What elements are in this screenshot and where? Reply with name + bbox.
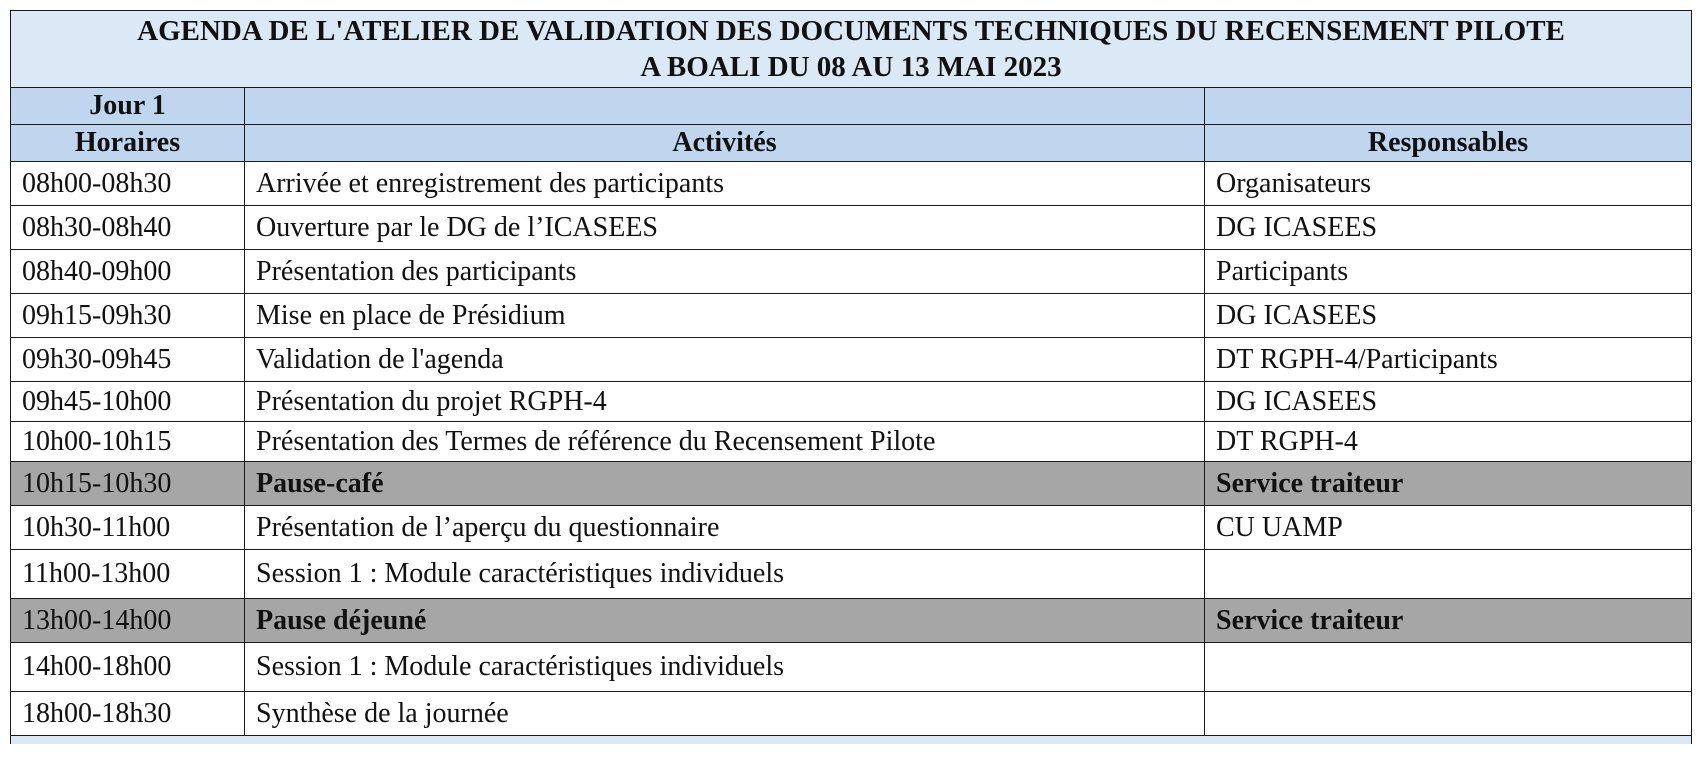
table-row [11,206,1692,250]
time-cell: 14h00-18h00 [11,643,245,692]
day-empty-responsible [1205,88,1692,125]
activity-cell: Session 1 : Module caractéristiques individuels [245,550,1205,599]
title-line-1: AGENDA DE L'ATELIER DE VALIDATION DES DOCUMENTS TECHNIQUES DU RECENSEMENT PILOTE [137,15,1565,47]
activity-cell: Présentation de l’aperçu du questionnaire [245,506,1205,550]
activity-cell: Validation de l'agenda [245,338,1205,382]
responsible-cell: CU UAMP [1205,506,1692,550]
title-line-2: A BOALI DU 08 AU 13 MAI 2023 [640,51,1062,83]
responsible-cell: DT RGPH-4 [1205,422,1692,462]
time-cell: 09h30-09h45 [11,338,245,382]
activity-cell: Synthèse de la journée [245,692,1205,736]
time-cell: 08h40-09h00 [11,250,245,294]
activity-cell: Présentation des Termes de référence du Recensement Pilote [245,422,1205,462]
activity-cell: Pause déjeuné [245,599,1205,643]
activity-cell: Arrivée et enregistrement des participants [245,162,1205,206]
responsible-cell: Organisateurs [1205,162,1692,206]
title-row [11,11,1692,88]
responsible-cell: DG ICASEES [1205,206,1692,250]
day-row [11,88,1692,125]
activity-cell: Présentation du projet RGPH-4 [245,382,1205,422]
agenda-page [10,10,1691,744]
responsible-cell [1205,643,1692,692]
agenda-title [11,11,1692,88]
time-cell: 09h15-09h30 [11,294,245,338]
header-activites: Activités [245,125,1205,162]
table-row [11,422,1692,462]
time-cell: 10h15-10h30 [11,462,245,506]
day-empty-activity [245,88,1205,125]
agenda-table [10,10,1692,744]
table-row [11,550,1692,599]
responsible-cell: DT RGPH-4/Participants [1205,338,1692,382]
table-row [11,506,1692,550]
responsible-cell [1205,692,1692,736]
footer-strip [11,736,1692,745]
table-row [11,162,1692,206]
responsible-cell: DG ICASEES [1205,382,1692,422]
activity-cell: Session 1 : Module caractéristiques individuels [245,643,1205,692]
activity-cell: Mise en place de Présidium [245,294,1205,338]
responsible-cell: DG ICASEES [1205,294,1692,338]
responsible-cell [1205,550,1692,599]
table-row [11,250,1692,294]
responsible-cell: Participants [1205,250,1692,294]
header-horaires: Horaires [11,125,245,162]
activity-cell: Ouverture par le DG de l’ICASEES [245,206,1205,250]
activity-cell: Présentation des participants [245,250,1205,294]
responsible-cell: Service traiteur [1205,462,1692,506]
table-row [11,692,1692,736]
table-row [11,643,1692,692]
table-row-pause [11,462,1692,506]
time-cell: 11h00-13h00 [11,550,245,599]
table-row [11,382,1692,422]
header-row [11,125,1692,162]
time-cell: 10h30-11h00 [11,506,245,550]
day-label: Jour 1 [11,88,245,125]
table-row [11,338,1692,382]
time-cell: 09h45-10h00 [11,382,245,422]
time-cell: 08h30-08h40 [11,206,245,250]
activity-cell: Pause-café [245,462,1205,506]
footer-strip-cell [11,736,1692,745]
table-row-pause [11,599,1692,643]
header-responsables: Responsables [1205,125,1692,162]
table-row [11,294,1692,338]
time-cell: 18h00-18h30 [11,692,245,736]
time-cell: 13h00-14h00 [11,599,245,643]
responsible-cell: Service traiteur [1205,599,1692,643]
time-cell: 08h00-08h30 [11,162,245,206]
time-cell: 10h00-10h15 [11,422,245,462]
